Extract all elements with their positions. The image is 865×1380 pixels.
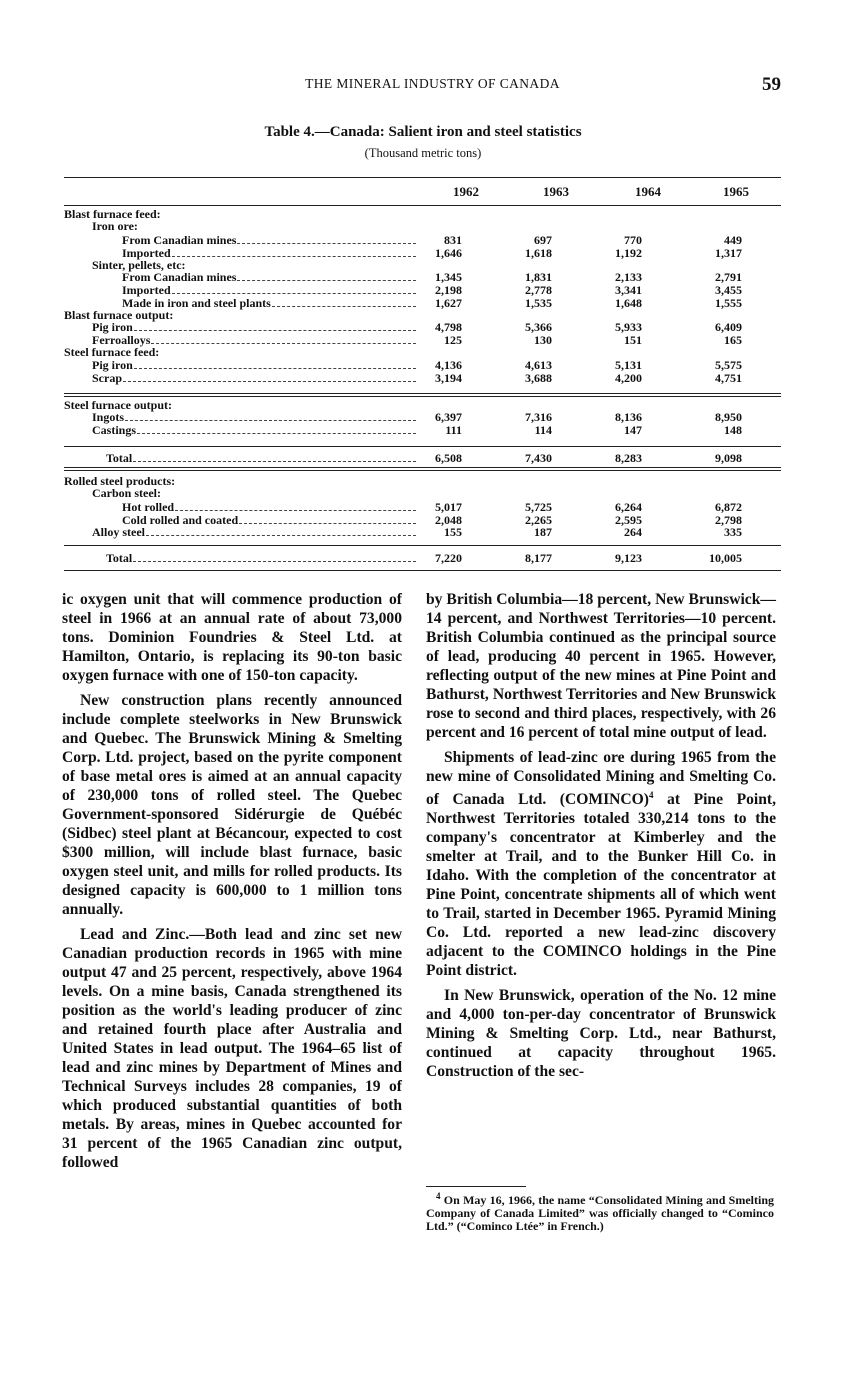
table-row: [0, 424, 865, 436]
cell-1962: 2,198: [435, 283, 462, 297]
column-header-1963: 1963: [543, 184, 569, 199]
table-rule: [64, 446, 781, 447]
cell-1963: 7,316: [525, 410, 552, 424]
row-label: Steel furnace feed:: [64, 345, 160, 359]
column-header-1965: 1965: [723, 184, 749, 199]
table-row: [0, 452, 865, 464]
row-label: Carbon steel:: [92, 486, 161, 500]
left-text-column: [62, 590, 402, 1178]
table-rule: [64, 470, 781, 471]
right-paragraph-1: by British Columbia—18 percent, New Brunswick—14 percent, and Northwest Territories—10 percent. British Columbia continued as the principal source of lead, producing 40 percent in 1965. However, reflecting output of the new mines at Pine Point and Bathurst, Northwest Territories and New Brunswick rose to second and third places, respectively, with 26 percent and 16 percent of total mine output of lead.: [426, 591, 776, 741]
row-label: Scrap: [92, 371, 122, 385]
table-row: [0, 284, 865, 296]
row-label: Castings: [92, 423, 137, 437]
leader-dots: [125, 411, 416, 421]
row-label: Sinter, pellets, etc:: [92, 258, 186, 272]
cell-1964: 1,648: [615, 296, 642, 310]
cell-1962: 125: [444, 333, 462, 347]
cell-1962: 111: [445, 423, 462, 437]
cell-1965: 2,791: [715, 270, 742, 284]
table-row: [0, 411, 865, 423]
right-text-column: [426, 590, 776, 1087]
cell-1963: 1,535: [525, 296, 552, 310]
column-header-1962: 1962: [453, 184, 479, 199]
leader-dots: [151, 334, 416, 344]
cell-1964: 2,595: [615, 513, 642, 527]
table-rule: [64, 570, 781, 571]
cell-1965: 1,317: [715, 246, 742, 260]
running-title: THE MINERAL INDUSTRY OF CANADA: [305, 76, 560, 91]
table-title: Table 4.—Canada: Salient iron and steel statistics: [264, 124, 582, 140]
left-paragraph-1: ic oxygen unit that will commence production of steel in 1966 at an annual rate of about 73,000 tons. Dominion Foundries & Steel Ltd. at Hamilton, Ontario, is replacing its 90-ton basic oxygen furnace with one of 150-ton capacity.: [62, 591, 402, 684]
table-rule: [64, 545, 781, 546]
leader-dots: [134, 359, 416, 369]
cell-1965: 6,409: [715, 320, 742, 334]
cell-1965: 3,455: [715, 283, 742, 297]
lead-zinc-text: —Both lead and zinc set new Canadian production records in 1965 with mine output 47 and 25 percent, respectively, above 1964 levels. On a mine basis, Canada strengthened its position as the world's leading producer of zinc and retained fourth place after Australia and United States in lead output. The 1964–65 list of lead and zinc mines by Department of Mines and Technical Surveys includes 28 companies, 19 of which produced substantial quantities of both metals. By areas, mines in Quebec accounted for 31 percent of the 1965 Canadian zinc output, followed: [62, 926, 402, 1171]
table-row: [0, 372, 865, 384]
cell-1964: 264: [624, 525, 642, 539]
column-header-1964: 1964: [635, 184, 661, 199]
leader-dots: [272, 297, 416, 307]
cell-1962: 1,646: [435, 246, 462, 260]
row-label: Pig iron: [92, 320, 133, 334]
table-row: [0, 271, 865, 283]
table-subtitle: (Thousand metric tons): [364, 146, 482, 160]
row-label: Imported: [122, 246, 171, 260]
cell-1964: 6,264: [615, 500, 642, 514]
cell-1964: 770: [624, 233, 642, 247]
table-row: [0, 526, 865, 538]
row-label: From Canadian mines: [122, 233, 237, 247]
cell-1965: 5,575: [715, 358, 742, 372]
cell-1963: 697: [534, 233, 552, 247]
footnote-reference: 4: [649, 790, 654, 800]
cell-1963: 5,725: [525, 500, 552, 514]
row-label: From Canadian mines: [122, 270, 237, 284]
right-paragraph-3: In New Brunswick, operation of the No. 12 mine and 4,000 ton-per-day concentrator of Brunswick Mining & Smelting Corp. Ltd., near Bathurst, continued at capacity throughout 1965. Construction of the sec-: [426, 987, 776, 1081]
cell-1965: 2,798: [715, 513, 742, 527]
cell-1962: 6,397: [435, 410, 462, 424]
row-label: Cold rolled and coated: [122, 513, 239, 527]
cell-1964: 1,192: [615, 246, 642, 260]
cell-1962: 1,345: [435, 270, 462, 284]
row-label: Blast furnace output:: [64, 308, 174, 322]
leader-dots: [134, 321, 416, 331]
row-label: Steel furnace output:: [64, 398, 172, 412]
cell-1964: 9,123: [615, 551, 642, 565]
page-number: 59: [762, 74, 781, 95]
row-label: Ingots: [92, 410, 125, 424]
row-label: Iron ore:: [92, 219, 138, 233]
table-row: [0, 552, 865, 564]
lead-zinc-heading: Lead and Zinc.: [80, 926, 190, 943]
cell-1962: 3,194: [435, 371, 462, 385]
table-rule: [64, 467, 781, 468]
right-paragraph-2-part-b: at Pine Point, Northwest Territories totaled 330,214 tons to the company's concentrator at Kimberley and the smelter at Trail, and to the Bunker Hill Co. in Idaho. With the completion of the concentrator at Pine Point, concentrate shipments all of which went to Trail, started in December 1965. Pyramid Mining Co. Ltd. reported a new lead-zinc discovery adjacent to the COMINCO holdings in the Pine Point district.: [426, 791, 776, 980]
cell-1963: 114: [534, 423, 552, 437]
row-label: Rolled steel products:: [64, 474, 176, 488]
cell-1965: 6,872: [715, 500, 742, 514]
cell-1965: 9,098: [715, 451, 742, 465]
leader-dots: [239, 514, 416, 524]
cell-1963: 7,430: [525, 451, 552, 465]
cell-1962: 4,136: [435, 358, 462, 372]
left-paragraph-3: [62, 925, 402, 1172]
left-paragraph-2: New construction plans recently announced include complete steelworks in New Brunswick and Quebec. The Brunswick Mining & Smelting Corp. Ltd. project, based on the pyrite component of base metal ores is aimed at an annual capacity of 230,000 tons of rolled steel. The Quebec Government-sponsored Sidérurgie de Québéc (Sidbec) steel plant at Bécancour, expected to cost $300 million, will include blast furnace, basic oxygen steel unit, and mills for rolled products. Its designed capacity is 600,000 to 1 million tons annually.: [62, 692, 402, 918]
table-rule: [64, 396, 781, 397]
cell-1964: 5,933: [615, 320, 642, 334]
cell-1962: 831: [444, 233, 462, 247]
footnote: [426, 1190, 774, 1233]
table-row: [0, 359, 865, 371]
row-label: Ferroalloys: [92, 333, 151, 347]
leader-dots: [133, 452, 416, 462]
row-label: Total: [106, 551, 133, 565]
row-label: Imported: [122, 283, 171, 297]
cell-1962: 155: [444, 525, 462, 539]
cell-1965: 10,005: [709, 551, 742, 565]
footnote-mark: 4: [436, 1191, 441, 1201]
cell-1963: 4,613: [525, 358, 552, 372]
leader-dots: [137, 424, 416, 434]
cell-1963: 2,778: [525, 283, 552, 297]
cell-1962: 7,220: [435, 551, 462, 565]
leader-dots: [175, 501, 416, 511]
leader-dots: [133, 552, 416, 562]
table-row: [0, 346, 865, 358]
row-label: Pig iron: [92, 358, 133, 372]
cell-1962: 2,048: [435, 513, 462, 527]
cell-1965: 335: [724, 525, 742, 539]
row-label: Total: [106, 451, 133, 465]
cell-1964: 2,133: [615, 270, 642, 284]
cell-1962: 5,017: [435, 500, 462, 514]
table-top-rule: [64, 177, 781, 178]
cell-1964: 8,283: [615, 451, 642, 465]
cell-1965: 148: [724, 423, 742, 437]
leader-dots: [237, 271, 416, 281]
footnote-rule: [426, 1186, 526, 1187]
cell-1962: 6,508: [435, 451, 462, 465]
row-label: Made in iron and steel plants: [122, 296, 271, 310]
table-row: [0, 220, 865, 232]
cell-1964: 147: [624, 423, 642, 437]
footnote-text: On May 16, 1966, the name “Consolidated Mining and Smelting Company of Canada Limited” was officially changed to “Cominco Ltd.” (“Cominco Ltée” in French.): [426, 1193, 774, 1233]
leader-dots: [172, 247, 416, 257]
leader-dots: [172, 284, 416, 294]
cell-1965: 4,751: [715, 371, 742, 385]
cell-1963: 5,366: [525, 320, 552, 334]
header-rule: [64, 205, 781, 206]
row-label: Blast furnace feed:: [64, 207, 161, 221]
table-row: [0, 501, 865, 513]
cell-1963: 187: [534, 525, 552, 539]
cell-1962: 4,798: [435, 320, 462, 334]
right-paragraph-2-part-a: Shipments of lead-zinc ore during 1965 from the new mine of Consolidated Mining and Smelting Co. of Canada Ltd. (COMINCO): [426, 749, 776, 809]
table-row: [0, 487, 865, 499]
right-paragraph-2: [426, 748, 776, 980]
row-label: Hot rolled: [122, 500, 175, 514]
cell-1965: 1,555: [715, 296, 742, 310]
row-label: Alloy steel: [92, 525, 145, 539]
cell-1965: 8,950: [715, 410, 742, 424]
cell-1963: 1,831: [525, 270, 552, 284]
cell-1964: 8,136: [615, 410, 642, 424]
cell-1963: 1,618: [525, 246, 552, 260]
leader-dots: [237, 234, 416, 244]
cell-1963: 3,688: [525, 371, 552, 385]
table-rule: [64, 393, 781, 394]
leader-dots: [146, 526, 416, 536]
cell-1964: 3,341: [615, 283, 642, 297]
table-row: [0, 321, 865, 333]
cell-1963: 130: [534, 333, 552, 347]
cell-1963: 8,177: [525, 551, 552, 565]
cell-1964: 151: [624, 333, 642, 347]
cell-1965: 449: [724, 233, 742, 247]
cell-1963: 2,265: [525, 513, 552, 527]
table-row: [0, 234, 865, 246]
cell-1965: 165: [724, 333, 742, 347]
cell-1964: 5,131: [615, 358, 642, 372]
cell-1964: 4,200: [615, 371, 642, 385]
leader-dots: [123, 372, 416, 382]
cell-1962: 1,627: [435, 296, 462, 310]
